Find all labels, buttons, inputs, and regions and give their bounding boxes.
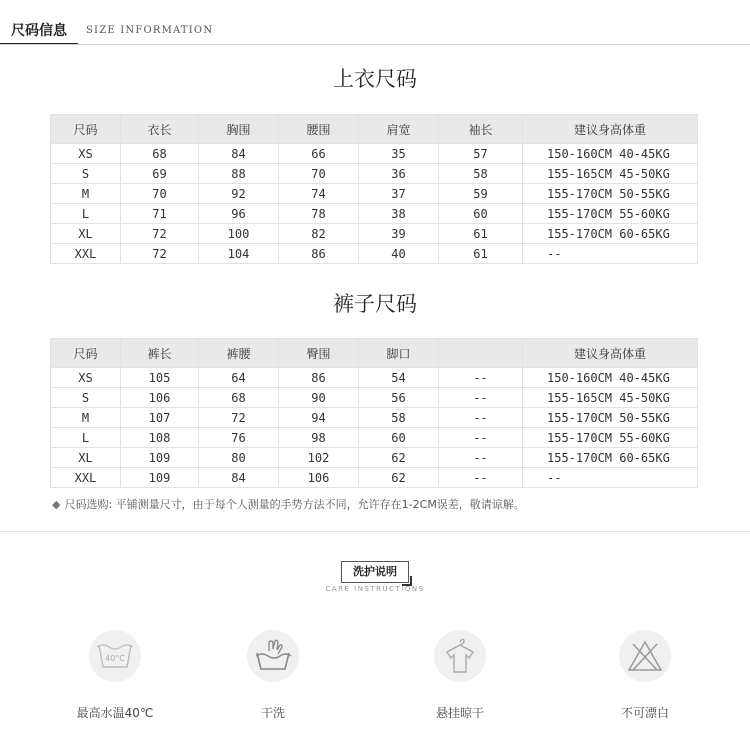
- table-cell: 68: [121, 144, 199, 164]
- care-label: 最高水温40℃: [76, 706, 154, 720]
- column-header: 尺码: [51, 115, 121, 144]
- table-row: [51, 224, 698, 244]
- section-title: 尺码信息: [11, 23, 67, 39]
- table-cell: 100: [199, 224, 279, 244]
- table-cell: 94: [279, 408, 359, 428]
- table-cell: 72: [121, 224, 199, 244]
- table-cell: S: [51, 164, 121, 184]
- table-cell: 54: [359, 368, 439, 388]
- table-header-row: [51, 115, 698, 144]
- table-cell: 58: [439, 164, 523, 184]
- care-item-bleach: [585, 630, 705, 721]
- table-cell: 150-160CM 40-45KG: [523, 144, 698, 164]
- water-temp-40-icon: [89, 630, 141, 682]
- diamond-icon: ◆: [52, 498, 61, 511]
- table-row: [51, 204, 698, 224]
- column-header: 肩宽: [359, 115, 439, 144]
- table-cell: S: [51, 388, 121, 408]
- table-cell: 70: [279, 164, 359, 184]
- hand-wash-icon: [247, 630, 299, 682]
- table-header-row: [51, 339, 698, 368]
- care-item-temp: [55, 630, 175, 721]
- column-header: 尺码: [51, 339, 121, 368]
- care-label: 悬挂晾干: [435, 706, 484, 720]
- table-row: [51, 244, 698, 264]
- care-item-hang: [400, 630, 520, 721]
- table-cell: 57: [439, 144, 523, 164]
- table-cell: XL: [51, 224, 121, 244]
- top-size-table: [50, 114, 698, 264]
- table-cell: 96: [199, 204, 279, 224]
- table-cell: M: [51, 408, 121, 428]
- table-cell: 61: [439, 244, 523, 264]
- size-note: [52, 496, 525, 512]
- table-cell: 155-170CM 55-60KG: [523, 204, 698, 224]
- care-label: 不可漂白: [620, 706, 669, 720]
- table-cell: 71: [121, 204, 199, 224]
- table-cell: XXL: [51, 244, 121, 264]
- table-cell: 90: [279, 388, 359, 408]
- table-cell: 155-170CM 60-65KG: [523, 224, 698, 244]
- table-row: [51, 368, 698, 388]
- table-cell: 108: [121, 428, 199, 448]
- table-cell: --: [439, 388, 523, 408]
- care-title-text: 洗护说明: [353, 565, 397, 578]
- column-header: 建议身高体重: [523, 339, 698, 368]
- top-size-title: 上衣尺码: [333, 67, 417, 91]
- table-cell: 102: [279, 448, 359, 468]
- table-cell: 105: [121, 368, 199, 388]
- table-row: [51, 144, 698, 164]
- column-header: 裤腰: [199, 339, 279, 368]
- column-header: [439, 339, 523, 368]
- care-title: [341, 561, 409, 583]
- temp-badge: 40°C: [105, 654, 125, 663]
- table-row: [51, 184, 698, 204]
- table-cell: 35: [359, 144, 439, 164]
- table-cell: 155-165CM 45-50KG: [523, 388, 698, 408]
- table-cell: --: [439, 468, 523, 488]
- table-cell: 72: [121, 244, 199, 264]
- column-header: 建议身高体重: [523, 115, 698, 144]
- table-cell: 62: [359, 468, 439, 488]
- table-cell: 60: [359, 428, 439, 448]
- column-header: 衣长: [121, 115, 199, 144]
- table-cell: 155-170CM 50-55KG: [523, 408, 698, 428]
- column-header: 裤长: [121, 339, 199, 368]
- table-cell: --: [439, 408, 523, 428]
- table-cell: L: [51, 204, 121, 224]
- table-cell: 39: [359, 224, 439, 244]
- table-cell: 76: [199, 428, 279, 448]
- section-divider: [0, 531, 750, 532]
- table-cell: 66: [279, 144, 359, 164]
- no-bleach-icon: [619, 630, 671, 682]
- table-cell: XS: [51, 368, 121, 388]
- table-cell: XL: [51, 448, 121, 468]
- table-cell: 98: [279, 428, 359, 448]
- table-cell: 70: [121, 184, 199, 204]
- table-cell: 86: [279, 368, 359, 388]
- table-cell: 82: [279, 224, 359, 244]
- table-cell: 155-170CM 50-55KG: [523, 184, 698, 204]
- table-cell: --: [523, 468, 698, 488]
- column-header: 腰围: [279, 115, 359, 144]
- pants-size-title: 裤子尺码: [333, 292, 417, 316]
- table-cell: 150-160CM 40-45KG: [523, 368, 698, 388]
- table-cell: XS: [51, 144, 121, 164]
- table-cell: 106: [279, 468, 359, 488]
- table-cell: 86: [279, 244, 359, 264]
- table-cell: 58: [359, 408, 439, 428]
- table-cell: 74: [279, 184, 359, 204]
- table-cell: 62: [359, 448, 439, 468]
- table-cell: XXL: [51, 468, 121, 488]
- care-item-wash: [213, 630, 333, 721]
- table-cell: 107: [121, 408, 199, 428]
- table-cell: 104: [199, 244, 279, 264]
- table-cell: --: [523, 244, 698, 264]
- column-header: 脚口: [359, 339, 439, 368]
- table-row: [51, 388, 698, 408]
- table-cell: 155-165CM 45-50KG: [523, 164, 698, 184]
- table-cell: 64: [199, 368, 279, 388]
- pants-size-table: [50, 338, 698, 488]
- table-row: [51, 448, 698, 468]
- column-header: 胸围: [199, 115, 279, 144]
- table-cell: 84: [199, 468, 279, 488]
- table-row: [51, 428, 698, 448]
- table-cell: 106: [121, 388, 199, 408]
- header-divider: [0, 44, 750, 45]
- section-title-en: SIZE INFORMATION: [86, 25, 214, 36]
- table-cell: 60: [439, 204, 523, 224]
- table-cell: 40: [359, 244, 439, 264]
- column-header: 臀围: [279, 339, 359, 368]
- care-label: 干洗: [260, 706, 285, 720]
- table-row: [51, 468, 698, 488]
- table-cell: 59: [439, 184, 523, 204]
- table-cell: --: [439, 428, 523, 448]
- section-header: [0, 0, 750, 50]
- column-header: 袖长: [439, 115, 523, 144]
- table-cell: 78: [279, 204, 359, 224]
- size-note-text: 尺码选购: 平铺测量尺寸，由于每个人测量的手势方法不同，允许存在1-2CM误差，敬请谅解。: [64, 498, 525, 511]
- care-subtitle: CARE INSTRUCTIONS: [325, 585, 425, 593]
- table-cell: 88: [199, 164, 279, 184]
- table-row: [51, 408, 698, 428]
- table-cell: 92: [199, 184, 279, 204]
- table-cell: M: [51, 184, 121, 204]
- table-cell: 109: [121, 448, 199, 468]
- table-cell: 37: [359, 184, 439, 204]
- table-cell: 68: [199, 388, 279, 408]
- hang-dry-icon: [434, 630, 486, 682]
- table-cell: 69: [121, 164, 199, 184]
- table-cell: 80: [199, 448, 279, 468]
- table-row: [51, 164, 698, 184]
- table-cell: 72: [199, 408, 279, 428]
- table-cell: 56: [359, 388, 439, 408]
- table-cell: 84: [199, 144, 279, 164]
- table-cell: 155-170CM 55-60KG: [523, 428, 698, 448]
- table-cell: --: [439, 368, 523, 388]
- table-cell: 36: [359, 164, 439, 184]
- table-cell: L: [51, 428, 121, 448]
- table-cell: 109: [121, 468, 199, 488]
- table-cell: --: [439, 448, 523, 468]
- table-cell: 155-170CM 60-65KG: [523, 448, 698, 468]
- table-cell: 38: [359, 204, 439, 224]
- table-cell: 61: [439, 224, 523, 244]
